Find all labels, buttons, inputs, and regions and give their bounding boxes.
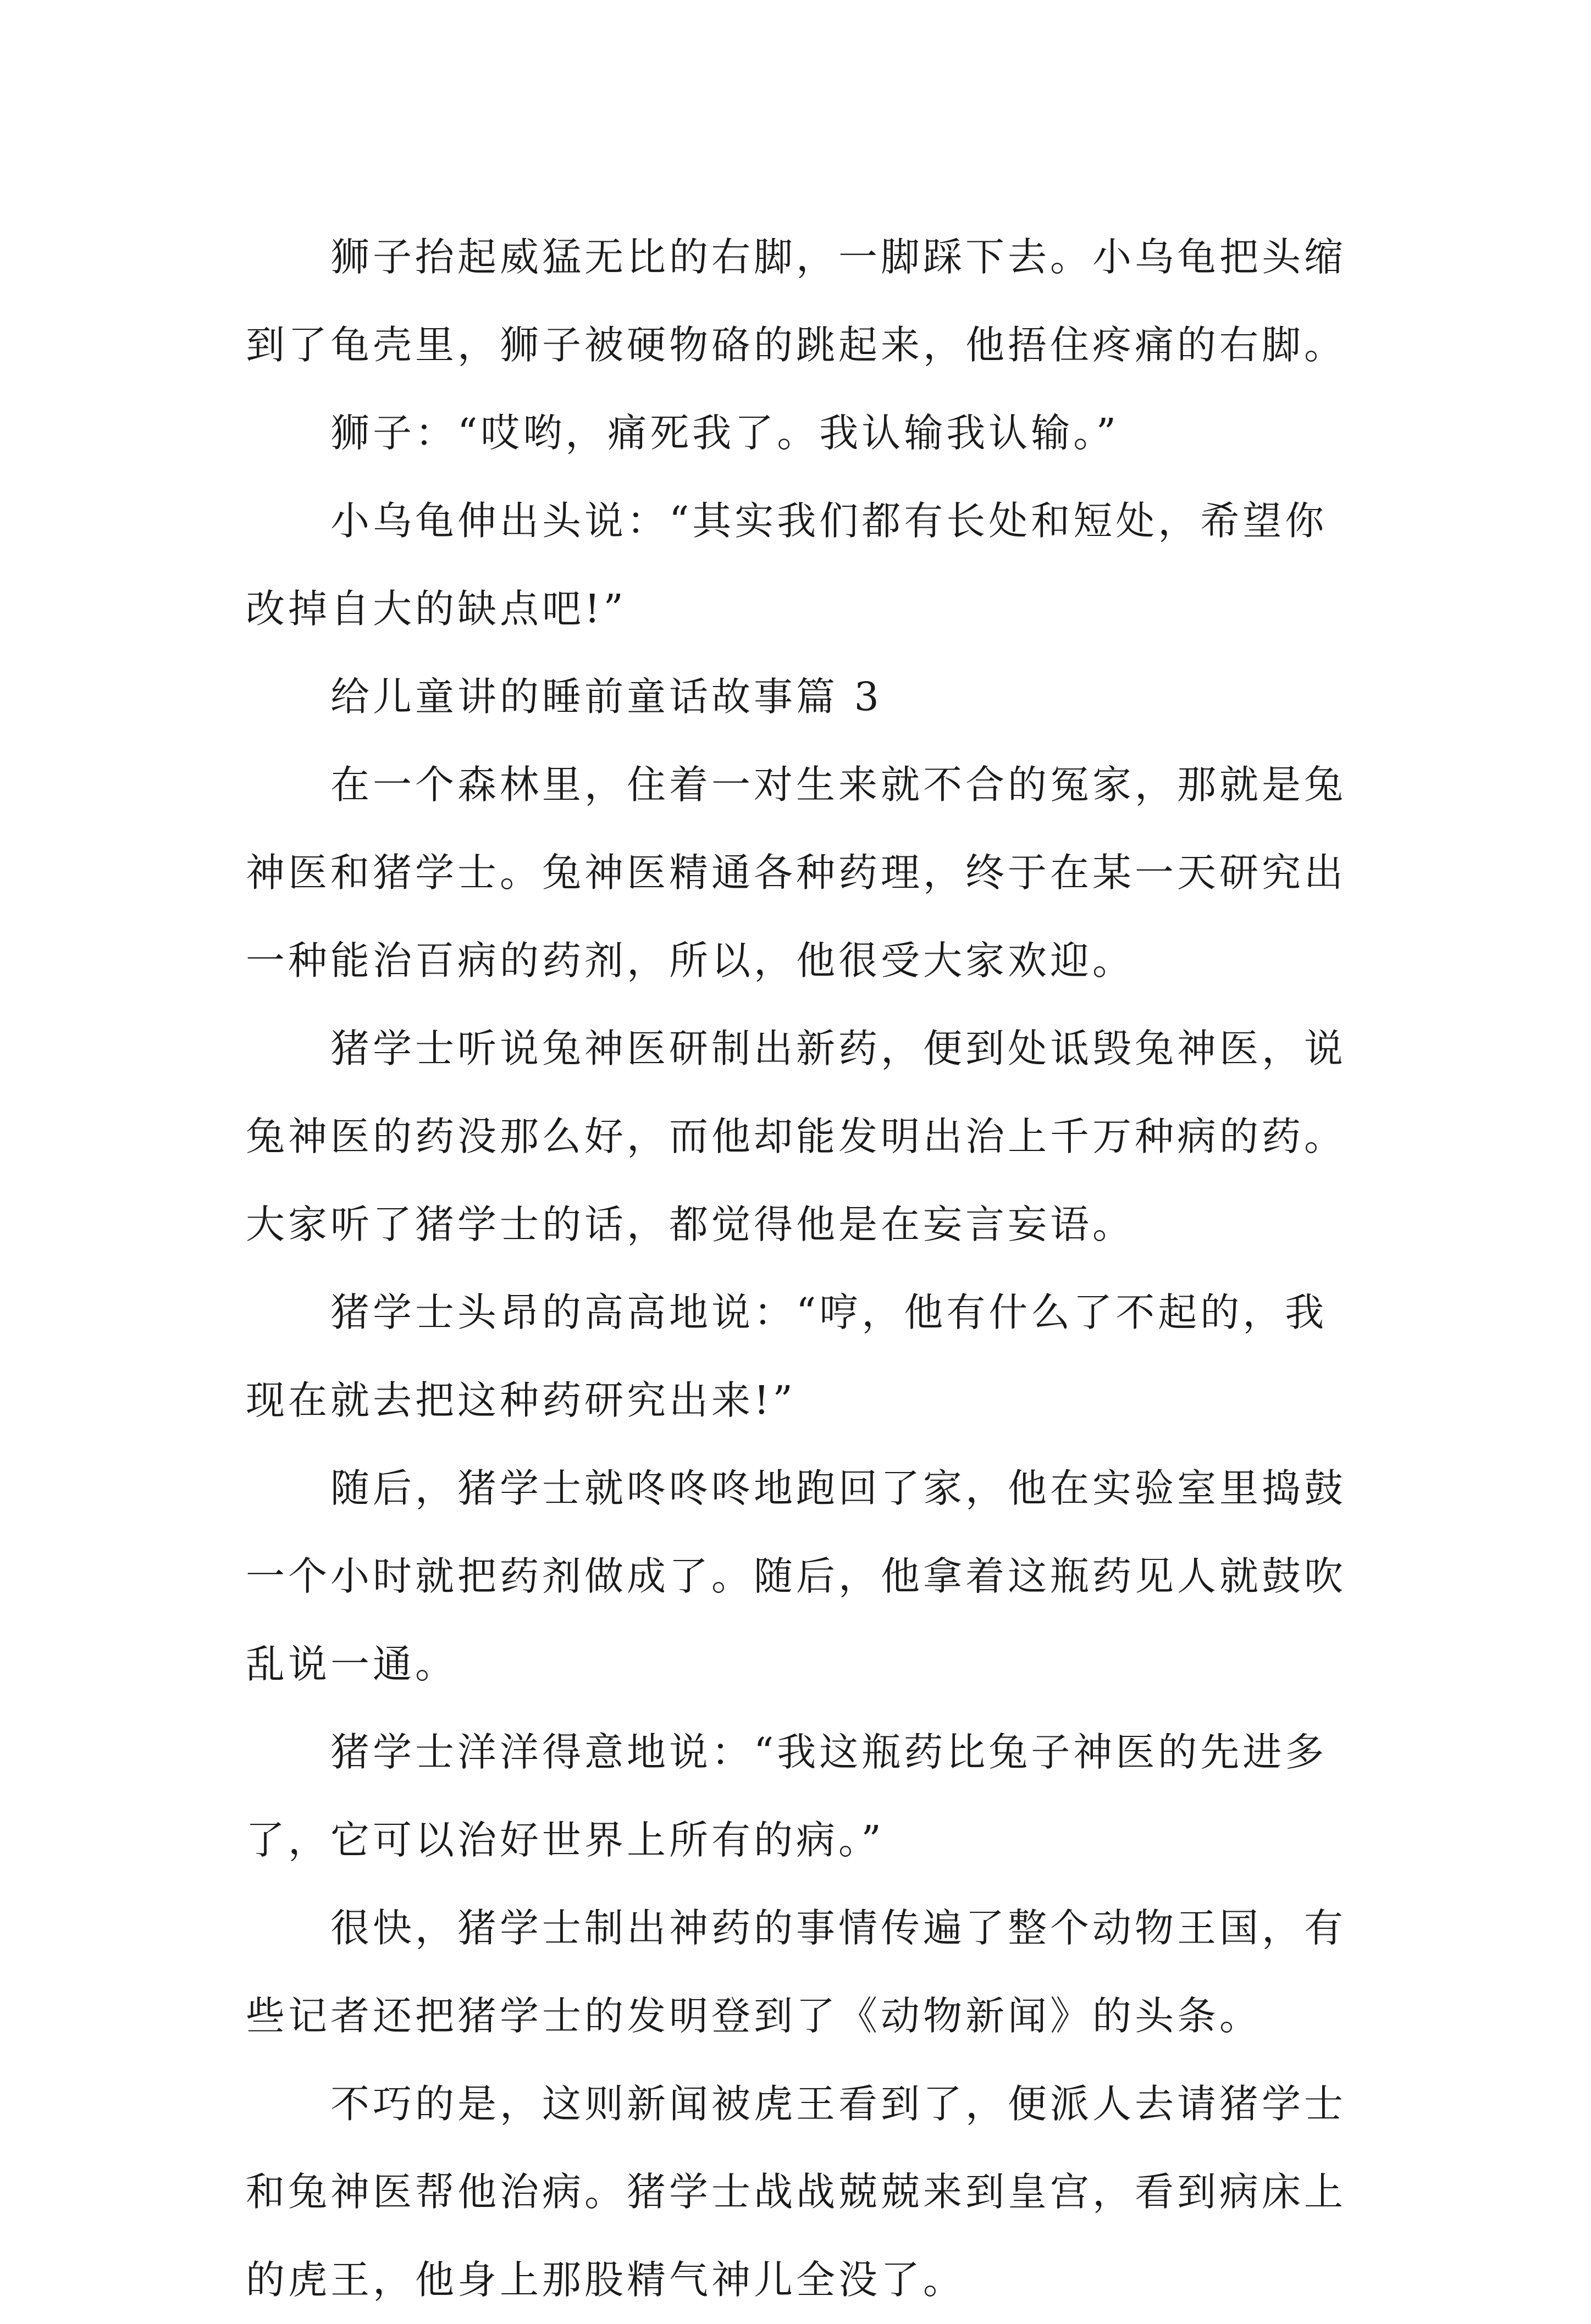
document-body xyxy=(246,213,1373,2324)
text-line: 猪学士听说兔神医研制出新药，便到处诋毁兔神医，说 xyxy=(330,1026,1347,1071)
text-line: 的虎王，他身上那股精气神儿全没了。 xyxy=(246,2257,966,2303)
section-heading xyxy=(246,653,1373,741)
text-line: 猪学士头昂的高高地说：“哼，他有什么了不起的，我 xyxy=(330,1290,1328,1335)
paragraph-news-spread xyxy=(246,1884,1373,2060)
text-line: 改掉自大的缺点吧!” xyxy=(246,586,627,632)
paragraph-turtle-speech xyxy=(246,477,1373,653)
text-line: 神医和猪学士。兔神医精通各种药理，终于在某一天研究出 xyxy=(246,850,1347,895)
paragraph-forest-rivals xyxy=(246,741,1373,1005)
paragraph-lion-stomp xyxy=(246,213,1373,389)
text-line: 小乌龟伸出头说：“其实我们都有长处和短处，希望你 xyxy=(330,498,1328,544)
text-line: 狮子：“哎哟，痛死我了。我认输我认输。” xyxy=(330,410,1120,456)
text-line: 现在就去把这种药研究出来!” xyxy=(246,1377,796,1423)
paragraph-pig-slander xyxy=(246,1005,1373,1269)
text-line: 不巧的是，这则新闻被虎王看到了，便派人去请猪学士 xyxy=(330,2081,1347,2127)
text-line: 兔神医的药没那么好，而他却能发明出治上千万种病的药。 xyxy=(246,1114,1347,1159)
text-line: 和兔神医帮他治病。猪学士战战兢兢来到皇宫，看到病床上 xyxy=(246,2169,1347,2215)
text-line: 很快，猪学士制出神药的事情传遍了整个动物王国，有 xyxy=(330,1905,1347,1951)
paragraph-pig-lab xyxy=(246,1445,1373,1708)
text-line: 了，它可以治好世界上所有的病。” xyxy=(246,1817,885,1863)
paragraph-pig-boast xyxy=(246,1269,1373,1445)
paragraph-tiger-king xyxy=(246,2060,1373,2324)
text-line: 狮子抬起威猛无比的右脚，一脚踩下去。小乌龟把头缩 xyxy=(330,234,1347,280)
text-line: 给儿童讲的睡前童话故事篇 3 xyxy=(330,674,882,720)
text-line: 大家听了猪学士的话，都觉得他是在妄言妄语。 xyxy=(246,1202,1135,1247)
text-line: 在一个森林里，住着一对生来就不合的冤家，那就是兔 xyxy=(330,762,1347,807)
text-line: 猪学士洋洋得意地说：“我这瓶药比兔子神医的先进多 xyxy=(330,1729,1328,1775)
text-line: 一个小时就把药剂做成了。随后，他拿着这瓶药见人就鼓吹 xyxy=(246,1553,1347,1599)
text-line: 随后，猪学士就咚咚咚地跑回了家，他在实验室里捣鼓 xyxy=(330,1465,1347,1511)
text-line: 到了龟壳里，狮子被硬物硌的跳起来，他捂住疼痛的右脚。 xyxy=(246,322,1347,368)
text-line: 乱说一通。 xyxy=(246,1641,458,1687)
paragraph-lion-concede xyxy=(246,389,1373,477)
paragraph-pig-proud xyxy=(246,1708,1373,1884)
text-line: 一种能治百病的药剂，所以，他很受大家欢迎。 xyxy=(246,938,1135,983)
text-line: 些记者还把猪学士的发明登到了《动物新闻》的头条。 xyxy=(246,1993,1262,2039)
